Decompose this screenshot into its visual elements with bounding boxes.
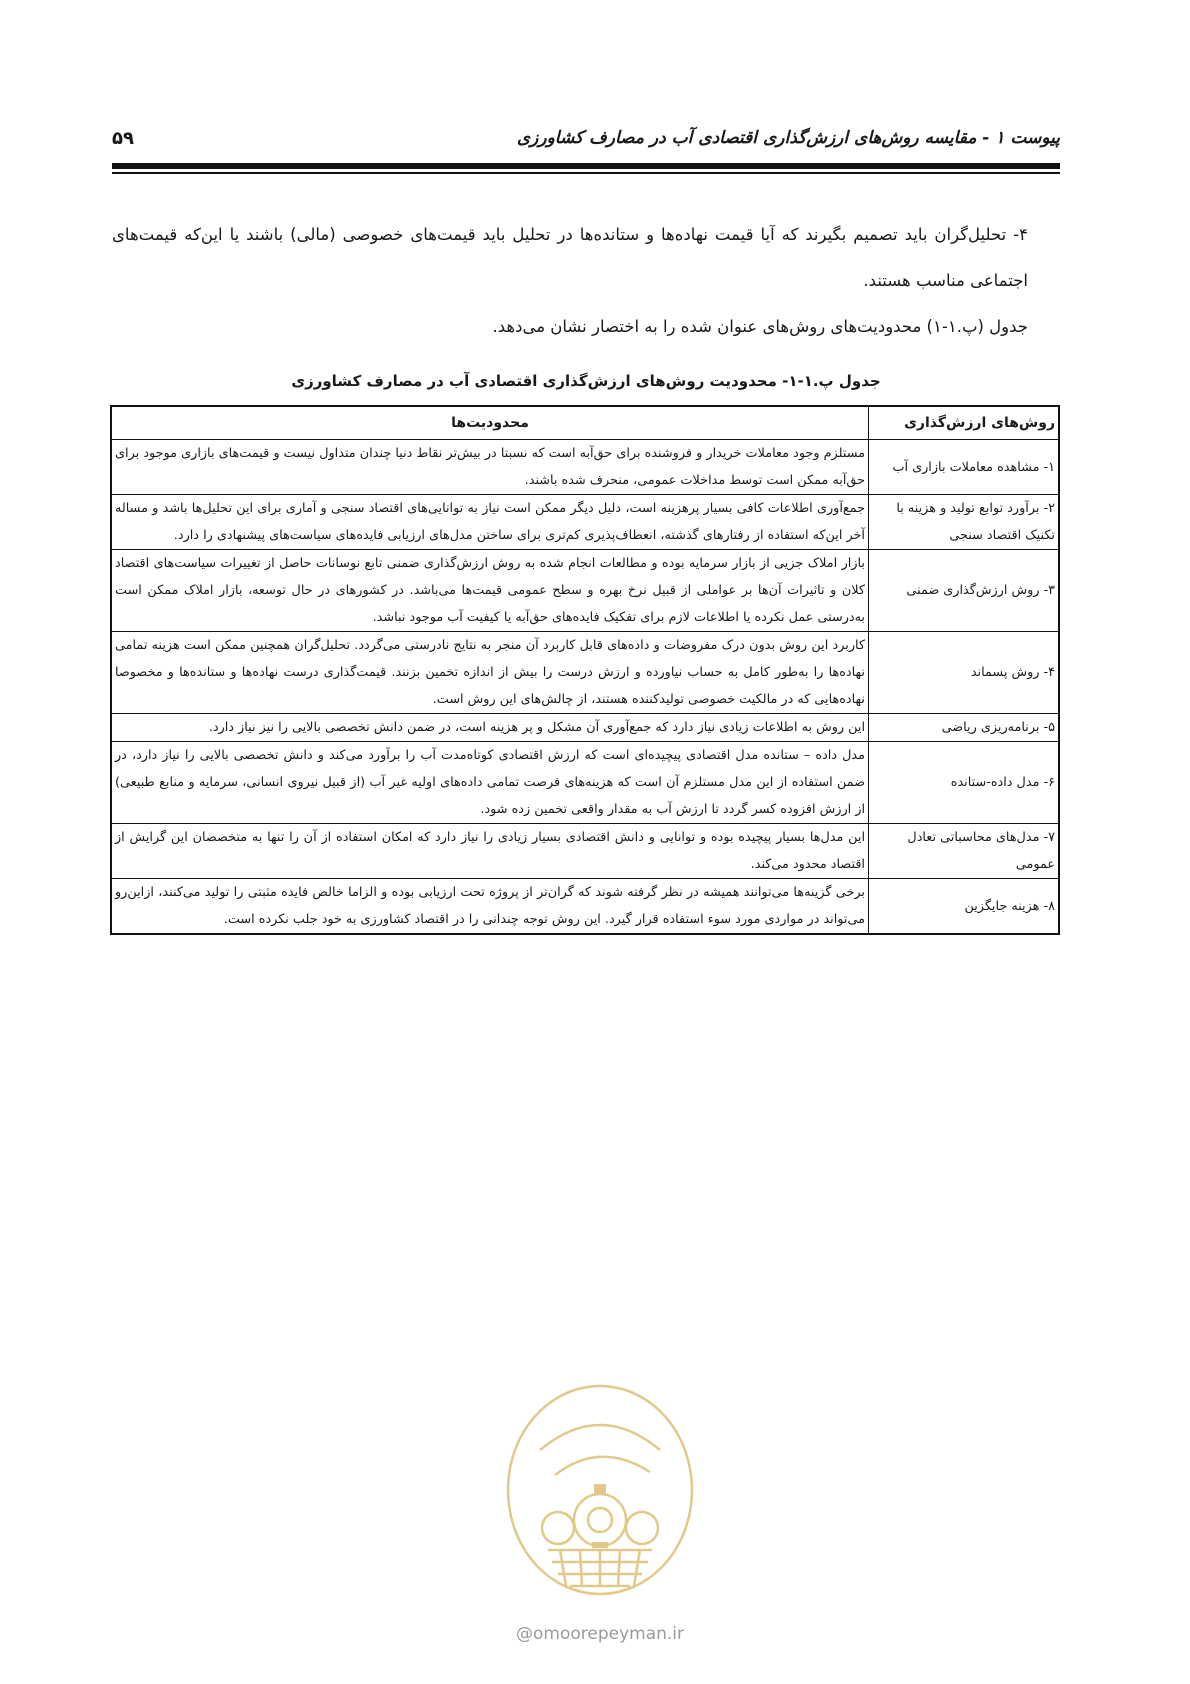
watermark-seal-icon <box>500 1380 700 1610</box>
limitation-cell: مستلزم وجود معاملات خریدار و فروشنده برای حق‌آبه است که نسبتا در بیش‌تر نقاط دنیا چندان متداول نیست و قیمت‌های بازاری موجود برای حق‌آبه ممکن است توسط مداخلات عمومی، منحرف شده باشند. <box>111 440 869 495</box>
table-row <box>111 495 1059 550</box>
method-cell: ۴- روش پسماند <box>869 632 1060 714</box>
column-header-limitations: محدودیت‌ها <box>111 406 869 440</box>
table-row <box>111 879 1059 935</box>
limitations-table <box>110 405 1060 935</box>
running-title: پیوست ۱ - مقایسه روش‌های ارزش‌گذاری اقتصادی آب در مصارف کشاورزی <box>516 128 1060 148</box>
limitation-cell: جمع‌آوری اطلاعات کافی بسیار پرهزینه است، دلیل دیگر ممکن است نیاز به توانایی‌های اقتصاد سنجی و آماری برای این تحلیل‌ها باشد و مساله آخر این‌که استفاده از رفتارهای گذشته، انعطاف‌پذیری کم‌تری برای ساختن مدل‌های ارزیابی فایده‌های سیاست‌های پیشنهادی را دارد. <box>111 495 869 550</box>
method-cell: ۸- هزینه جایگزین <box>869 879 1060 935</box>
limitation-cell: کاربرد این روش بدون درک مفروضات و داده‌های قابل کاربرد آن منجر به نتایج نادرستی می‌گردد. تحلیل‌گران همچنین ممکن است هزینه تمامی نهاده‌ها را به‌طور کامل به حساب نیاورده و ارزش درست را بیش از اندازه تخمین بزنند. قیمت‌گذاری درست نهاده‌ها و ستانده‌ها و مخصوصا نهاده‌هایی که در مالکیت خصوصی تولیدکننده هستند، از چالش‌های این روش است. <box>111 632 869 714</box>
method-cell: ۱- مشاهده معاملات بازاری آب <box>869 440 1060 495</box>
paragraph-table-intro: جدول (پ.۱-۱) محدودیت‌های روش‌های عنوان شده را به اختصار نشان می‌دهد. <box>492 317 1028 336</box>
watermark-url: @omoorepeyman.ir <box>515 1624 685 1644</box>
header-rule-thin <box>112 172 1060 174</box>
limitation-cell: این مدل‌ها بسیار پیچیده بوده و توانایی و دانش اقتصادی بسیار زیادی را نیاز دارد که امکان استفاده از آن را تنها به متخصصان این گرایش از اقتصاد محدود می‌کند. <box>111 824 869 879</box>
limitation-cell: برخی گزینه‌ها می‌توانند همیشه در نظر گرفته شوند که گران‌تر از پروژه تحت ارزیابی بوده و الزاما خالص فایده مثبتی را تولید می‌کنند، ازاین‌رو می‌تواند در مواردی مورد سوء استفاده قرار گیرد. این روش توجه چندانی را در اقتصاد کشاورزی به خود جلب نکرده است. <box>111 879 869 935</box>
method-cell: ۷- مدل‌های محاسباتی تعادل عمومی <box>869 824 1060 879</box>
table-caption: جدول پ.۱-۱- محدودیت روش‌های ارزش‌گذاری اقتصادی آب در مصارف کشاورزی <box>291 372 881 390</box>
table-header-row <box>111 406 1059 440</box>
table-row <box>111 714 1059 742</box>
table-row <box>111 742 1059 824</box>
body-text <box>112 212 1028 350</box>
limitation-cell: این روش به اطلاعات زیادی نیاز دارد که جمع‌آوری آن مشکل و پر هزینه است، در ضمن دانش تخصصی بالایی را نیز نیاز دارد. <box>111 714 869 742</box>
table-row <box>111 632 1059 714</box>
page-header <box>112 126 1060 150</box>
column-header-methods: روش‌های ارزش‌گذاری <box>869 406 1060 440</box>
method-cell: ۶- مدل داده-ستانده <box>869 742 1060 824</box>
method-cell: ۳- روش ارزش‌گذاری ضمنی <box>869 550 1060 632</box>
method-cell: ۲- برآورد توابع تولید و هزینه با تکنیک اقتصاد سنجی <box>869 495 1060 550</box>
page-number: ۵۹ <box>112 127 134 149</box>
table-row <box>111 824 1059 879</box>
header-rule-thick <box>112 163 1060 169</box>
limitation-cell: بازار املاک جزیی از بازار سرمایه بوده و مطالعات انجام شده به روش ارزش‌گذاری ضمنی تابع نوسانات حاصل از تغییرات سیاست‌های اقتصاد کلان و تاثیرات آن‌ها بر عواملی از قبیل نرخ بهره و سطح عمومی قیمت‌ها می‌باشد. در کشورهای در حال توسعه، بازار املاک ممکن است به‌درستی عمل نکرده یا اطلاعات لازم برای تفکیک فایده‌های حق‌آبه یا کیفیت آب موجود نباشد. <box>111 550 869 632</box>
limitation-cell: مدل داده – ستانده مدل اقتصادی پیچیده‌ای است که ارزش اقتصادی کوتاه‌مدت آب را برآورد می‌کند و دانش تخصصی بالایی را نیاز دارد، در ضمن استفاده از این مدل مستلزم آن است که هزینه‌های فرصت تمامی داده‌های اولیه غیر آب (از قبیل نیروی انسانی، سرمایه و منابع طبیعی) از ارزش افزوده کسر گردد تا ارزش آب به مقدار واقعی تخمین زده شود. <box>111 742 869 824</box>
table-row <box>111 550 1059 632</box>
paragraph-item-4: ۴- تحلیل‌گران باید تصمیم بگیرند که آیا قیمت نهاده‌ها و ستانده‌ها در تحلیل باید قیمت‌های خصوصی (مالی) باشند یا این‌که قیمت‌های اجتماعی مناسب هستند. <box>112 225 1028 290</box>
method-cell: ۵- برنامه‌ریزی ریاضی <box>869 714 1060 742</box>
table-row <box>111 440 1059 495</box>
